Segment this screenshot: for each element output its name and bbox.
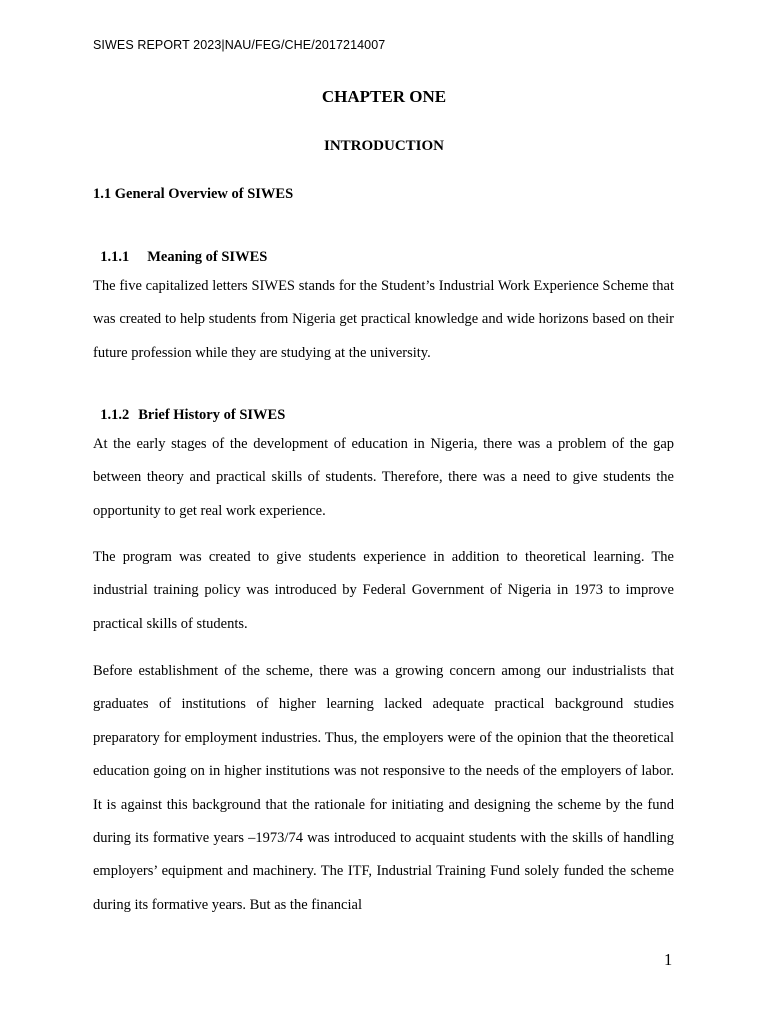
heading-text: Brief History of SIWES bbox=[138, 407, 286, 423]
heading-number: 1.1.2 bbox=[100, 407, 130, 423]
heading-meaning-of-siwes bbox=[93, 232, 267, 266]
paragraph-meaning: The five capitalized letters SIWES stands for the Student’s Industrial Work Experience Scheme that was created to help students from Nigeria get practical knowledge and wide horizons based on their future profession while they are studying at the university. bbox=[93, 278, 674, 361]
section-title-introduction: INTRODUCTION bbox=[323, 138, 444, 154]
heading-number: 1.1.1 bbox=[100, 249, 130, 265]
chapter-title: CHAPTER ONE bbox=[321, 87, 447, 106]
heading-text: Meaning of SIWES bbox=[147, 249, 268, 265]
running-header: SIWES REPORT 2023|NAU/FEG/CHE/2017214007 bbox=[93, 38, 386, 52]
paragraph-history-3: Before establishment of the scheme, there was a growing concern among our industrialists that graduates of institutions of higher learning lacked adequate practical background studies preparatory for employment industries. Thus, the employers were of the opinion that the theoretical education going on in higher institutions was not responsive to the needs of the employers of labor. It is against this background that the rationale for initiating and designing the scheme by the fund during its formative years –1973/74 was introduced to acquaint students with the skills of handling employers’ equipment and machinery. The ITF, Industrial Training Fund solely funded the scheme during its formative years. But as the financial bbox=[93, 663, 674, 913]
paragraph-history-1: At the early stages of the development of education in Nigeria, there was a problem of the gap between theory and practical skills of students. Therefore, there was a need to give students the opportunity to get real work experience. bbox=[93, 436, 674, 519]
page-number: 1 bbox=[664, 950, 673, 969]
heading-brief-history bbox=[93, 390, 285, 424]
heading-general-overview: 1.1 General Overview of SIWES bbox=[93, 186, 294, 202]
paragraph-history-2: The program was created to give students experience in addition to theoretical learning. The industrial training policy was introduced by Federal Government of Nigeria in 1973 to improve practical skills of students. bbox=[93, 549, 674, 632]
